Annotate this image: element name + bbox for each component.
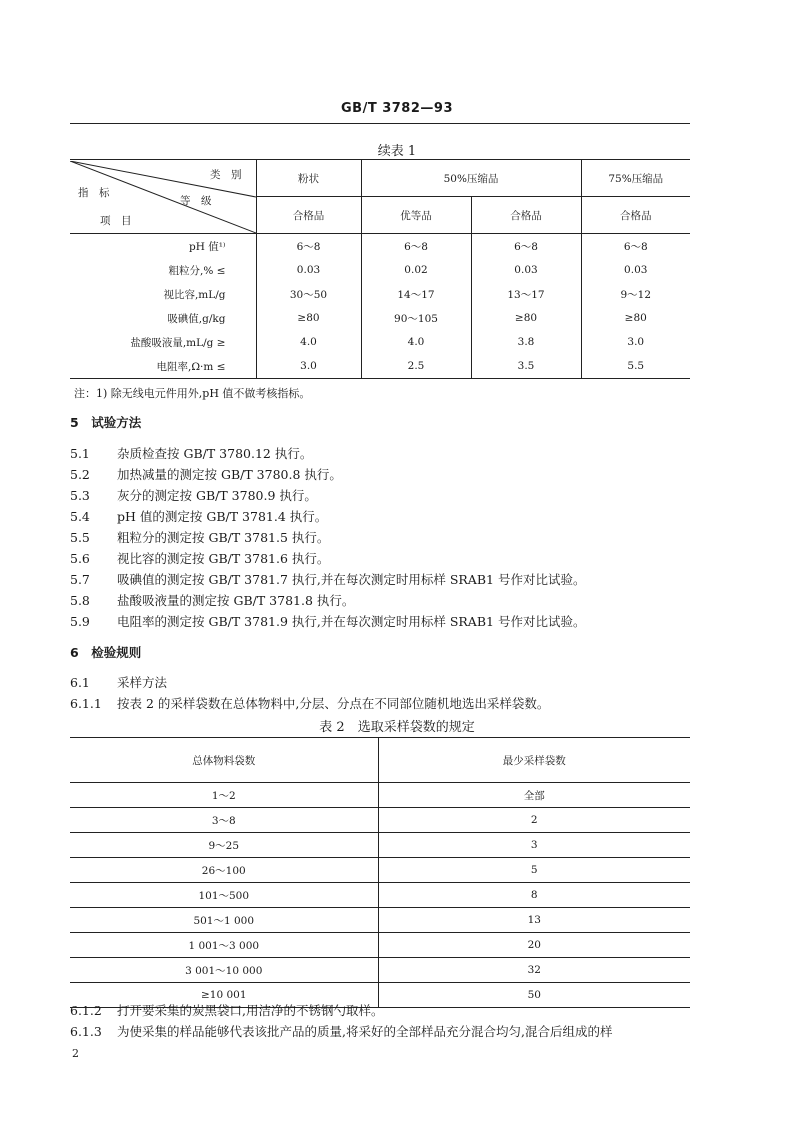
- table-cell: 90～105: [361, 306, 471, 330]
- table-cell: 4.0: [256, 330, 361, 354]
- group-header-powder: 粉状: [256, 160, 361, 197]
- table-cell: 501～1 000: [70, 908, 378, 933]
- clause-text: 为使采集的样品能够代表该批产品的质量,将采好的全部样品充分混合均匀,混合后组成的样: [117, 1024, 613, 1039]
- table-cell: 13～17: [471, 282, 581, 306]
- table-cell: 8: [378, 883, 690, 908]
- clause-number: 5.6: [70, 551, 90, 566]
- table-cell: 32: [378, 958, 690, 983]
- clause-number: 5.8: [70, 593, 90, 608]
- table-row: [70, 282, 690, 306]
- clause-6-1-1: [70, 694, 549, 712]
- table-cell: ≥10 001: [70, 983, 378, 1008]
- table1-corner-cell: [70, 160, 256, 234]
- table-cell: 50: [378, 983, 690, 1008]
- table-cell: 5.5: [581, 354, 690, 379]
- row-label: 视比容,mL/g: [70, 282, 256, 306]
- table-cell: 30～50: [256, 282, 361, 306]
- clause-number: 6.1.3: [70, 1024, 102, 1039]
- table1-caption: 续表 1: [377, 144, 417, 159]
- clause-number: 5.3: [70, 488, 90, 503]
- clause-5-3: [70, 486, 317, 504]
- clause-text: 粗粒分的测定按 GB/T 3781.5 执行。: [117, 530, 330, 545]
- table-cell: 9～12: [620, 288, 652, 301]
- table-cell: 26～100: [70, 858, 378, 883]
- table-row: [70, 858, 690, 883]
- table-cell: 6～8: [471, 234, 581, 259]
- column-header: 总体物料袋数: [70, 738, 378, 783]
- row-label: 电阻率,Ω·m ≤: [70, 354, 256, 379]
- clause-text: pH 值的测定按 GB/T 3781.4 执行。: [117, 509, 328, 524]
- table-cell: 5: [378, 858, 690, 883]
- row-label: 吸碘值,g/kg: [70, 306, 256, 330]
- row-label: pH 值¹⁾: [70, 234, 256, 259]
- table-cell: 2.5: [361, 354, 471, 379]
- table-cell: 全部: [378, 783, 690, 808]
- corner-item-label: 项 目: [100, 214, 132, 227]
- grade-header: 合格品: [471, 197, 581, 234]
- table-cell: 14～17: [361, 282, 471, 306]
- group-header-50pct: 50%压缩品: [361, 160, 581, 197]
- table-row: [70, 234, 690, 259]
- clause-number: 5.5: [70, 530, 90, 545]
- table-row: [70, 306, 690, 330]
- table-cell: 3 001～10 000: [70, 958, 378, 983]
- grade-header: 优等品: [361, 197, 471, 234]
- clause-number: 6.1.2: [70, 1003, 102, 1018]
- table-row: [70, 330, 690, 354]
- table-cell: 0.02: [361, 258, 471, 282]
- clause-text: 盐酸吸液量的测定按 GB/T 3781.8 执行。: [117, 593, 355, 608]
- corner-indicator-label: 指 标: [78, 186, 110, 199]
- table-row: [70, 883, 690, 908]
- table-row: [70, 933, 690, 958]
- table-row: [70, 958, 690, 983]
- table-cell: 101～500: [70, 883, 378, 908]
- clause-5-1: [70, 444, 312, 462]
- clause-6-1-3: [70, 1022, 612, 1040]
- section-6-heading: 6 检验规则: [70, 645, 142, 660]
- clause-5-5: [70, 528, 329, 546]
- grade-header: 合格品: [256, 197, 361, 234]
- table-row: [70, 258, 690, 282]
- table1-footnote: 注：1) 除无线电元件用外,pH 值不做考核指标。: [74, 387, 311, 400]
- clause-5-2: [70, 465, 342, 483]
- corner-category-label: 类 别: [210, 168, 242, 181]
- page-number: 2: [72, 1047, 79, 1060]
- table-row: [70, 354, 690, 379]
- clause-5-8: [70, 591, 354, 609]
- table-row: [70, 783, 690, 808]
- clause-5-6: [70, 549, 329, 567]
- table-cell: ≥80: [624, 312, 647, 324]
- table-row: [70, 833, 690, 858]
- clause-number: 5.2: [70, 467, 90, 482]
- table-cell: 3～8: [70, 808, 378, 833]
- clause-text: 电阻率的测定按 GB/T 3781.9 执行,并在每次测定时用标样 SRAB1 号作对比试验。: [117, 614, 586, 629]
- table-cell: ≥80: [256, 306, 361, 330]
- table2-caption: 表 2 选取采样袋数的规定: [319, 720, 475, 735]
- table-row: [70, 908, 690, 933]
- clause-number: 5.4: [70, 509, 90, 524]
- sampling-table: [70, 737, 690, 1008]
- clause-number: 5.1: [70, 446, 90, 461]
- table-cell: 20: [378, 933, 690, 958]
- table-cell: 3.8: [471, 330, 581, 354]
- table-cell: 3.0: [627, 336, 645, 348]
- section-5-heading: 5 试验方法: [70, 415, 142, 430]
- clause-6-1-2: [70, 1001, 383, 1019]
- table-cell: 4.0: [361, 330, 471, 354]
- table-cell: 0.03: [624, 264, 648, 276]
- clause-5-7: [70, 570, 585, 588]
- clause-text: 采样方法: [117, 675, 168, 690]
- clause-text: 按表 2 的采样袋数在总体物料中,分层、分点在不同部位随机地选出采样袋数。: [117, 696, 550, 711]
- grade-header: 合格品: [581, 197, 690, 234]
- header-rule: [70, 123, 690, 124]
- corner-grade-label: 等 级: [180, 194, 212, 207]
- spec-table: [70, 159, 690, 379]
- row-label: 盐酸吸液量,mL/g ≥: [70, 330, 256, 354]
- document-header: GB/T 3782—93: [341, 101, 453, 116]
- table-cell: 3.5: [471, 354, 581, 379]
- table-cell: 9～25: [70, 833, 378, 858]
- table-cell: 2: [378, 808, 690, 833]
- table-cell: 13: [378, 908, 690, 933]
- table-row: [70, 808, 690, 833]
- table-cell: 0.03: [256, 258, 361, 282]
- clause-number: 6.1.1: [70, 696, 102, 711]
- clause-text: 杂质检查按 GB/T 3780.12 执行。: [117, 446, 313, 461]
- table-cell: 3: [378, 833, 690, 858]
- clause-text: 加热减量的测定按 GB/T 3780.8 执行。: [117, 467, 342, 482]
- table-cell: ≥80: [471, 306, 581, 330]
- table-cell: 3.0: [256, 354, 361, 379]
- table-cell: 1～2: [70, 783, 378, 808]
- clause-text: 灰分的测定按 GB/T 3780.9 执行。: [117, 488, 317, 503]
- clause-number: 6.1: [70, 675, 90, 690]
- clause-text: 吸碘值的测定按 GB/T 3781.7 执行,并在每次测定时用标样 SRAB1 号作对比试验。: [117, 572, 586, 587]
- table-cell: 6～8: [361, 234, 471, 259]
- group-header-75pct: 75%压缩品: [581, 160, 690, 197]
- clause-5-9: [70, 612, 585, 630]
- clause-text: 视比容的测定按 GB/T 3781.6 执行。: [117, 551, 330, 566]
- clause-5-4: [70, 507, 327, 525]
- row-label: 粗粒分,% ≤: [70, 258, 256, 282]
- column-header: 最少采样袋数: [378, 738, 690, 783]
- table-cell: 6～8: [256, 234, 361, 259]
- clause-6-1: [70, 673, 167, 691]
- table-cell: 6～8: [623, 240, 648, 253]
- table-cell: 0.03: [471, 258, 581, 282]
- clause-number: 5.9: [70, 614, 90, 629]
- clause-text: 打开要采集的炭黑袋口,用洁净的不锈钢勺取样。: [117, 1003, 384, 1018]
- table-cell: 1 001～3 000: [70, 933, 378, 958]
- clause-number: 5.7: [70, 572, 90, 587]
